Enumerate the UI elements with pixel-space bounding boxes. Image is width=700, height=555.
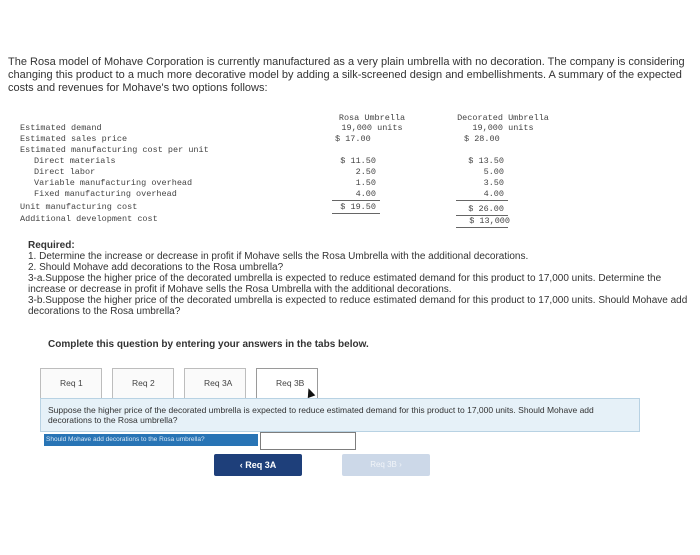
tab-req-3a[interactable]: Req 3A	[184, 368, 246, 398]
decorated-dm: $ 13.50	[468, 156, 504, 166]
tab-req-3b[interactable]: Req 3B	[256, 368, 318, 398]
required-item: 2. Should Mohave add decorations to the Rosa umbrella?	[28, 262, 284, 273]
problem-intro: The Rosa model of Mohave Corporation is currently manufactured as a very plain umbrella with no decoration. The company is considering changing this product to a much more decorative model by adding a silk-screened design and embellishments. A summary of the expected costs and revenues for Mohave's two options follows:	[8, 56, 685, 94]
decorated-unit-cost: $ 26.00	[468, 204, 504, 214]
required-item: 1. Determine the increase or decrease in profit if Mohave sells the Rosa Umbrella with the additional decorations.	[28, 251, 529, 262]
decorated-voh: 3.50	[483, 178, 504, 188]
required-heading: Required:	[28, 240, 75, 251]
dev-cost-underline	[456, 227, 508, 228]
prev-req-label: Req 3A	[245, 460, 277, 470]
required-item: 3-b.Suppose the higher price of the decorated umbrella is expected to reduce estimated demand for this product to 17,000 units. Should Mohave add decorations to the Rosa umbrella?	[28, 295, 688, 317]
rosa-unit-cost: $ 19.50	[340, 202, 376, 212]
rosa-price: $ 17.00	[335, 134, 371, 144]
required-item: 3-a.Suppose the higher price of the decorated umbrella is expected to reduce estimated demand for this product to 17,000 units. Determine the increase or decrease in profit if Mohave sells the Rosa Umbrella with the additional decorations.	[28, 273, 662, 295]
decorated-demand: 19,000 units	[472, 123, 534, 133]
tab-req-1[interactable]: Req 1	[40, 368, 102, 398]
cost-table	[20, 112, 575, 230]
tab-req-2[interactable]: Req 2	[112, 368, 174, 398]
required-section	[28, 240, 688, 317]
decorated-dev-cost: $ 13,000	[469, 216, 510, 226]
decorated-price: $ 28.00	[464, 134, 500, 144]
answer-input[interactable]	[260, 432, 356, 450]
chevron-right-icon: ›	[396, 460, 402, 469]
decorated-foh: 4.00	[483, 189, 504, 199]
rosa-dl: 2.50	[355, 167, 376, 177]
total-underline	[332, 213, 380, 214]
row-label: Unit manufacturing cost	[20, 202, 138, 212]
row-label: Additional development cost	[20, 214, 158, 224]
chevron-left-icon: ‹	[239, 460, 246, 470]
instruction-text: Complete this question by entering your answers in the tabs below.	[48, 339, 369, 350]
subtotal-underline	[332, 200, 380, 201]
col-head-rosa: Rosa Umbrella	[338, 113, 406, 123]
prev-req-button[interactable]	[214, 454, 302, 476]
col-head-decorated: Decorated Umbrella	[457, 113, 549, 123]
rosa-demand: 19,000 units	[341, 123, 403, 133]
next-req-label: Req 3B	[370, 460, 397, 469]
next-req-button[interactable]	[342, 454, 430, 476]
subtotal-underline	[456, 200, 508, 201]
row-label: Estimated sales price	[20, 134, 128, 144]
row-label: Variable manufacturing overhead	[34, 178, 193, 188]
question-prompt: Suppose the higher price of the decorated umbrella is expected to reduce estimated demand for this product to 17,000 units. Should Mohave add decorations to the Rosa umbrella?	[40, 398, 640, 432]
decorated-dl: 5.00	[483, 167, 504, 177]
req-tabs	[40, 368, 640, 398]
row-label: Direct materials	[34, 156, 116, 166]
row-label: Fixed manufacturing overhead	[34, 189, 177, 199]
row-label: Estimated manufacturing cost per unit	[20, 145, 209, 155]
answer-label: Should Mohave add decorations to the Rosa umbrella?	[44, 434, 258, 446]
rosa-voh: 1.50	[355, 178, 376, 188]
rosa-dm: $ 11.50	[340, 156, 376, 166]
row-label: Estimated demand	[20, 123, 102, 133]
rosa-foh: 4.00	[355, 189, 376, 199]
row-label: Direct labor	[34, 167, 96, 177]
